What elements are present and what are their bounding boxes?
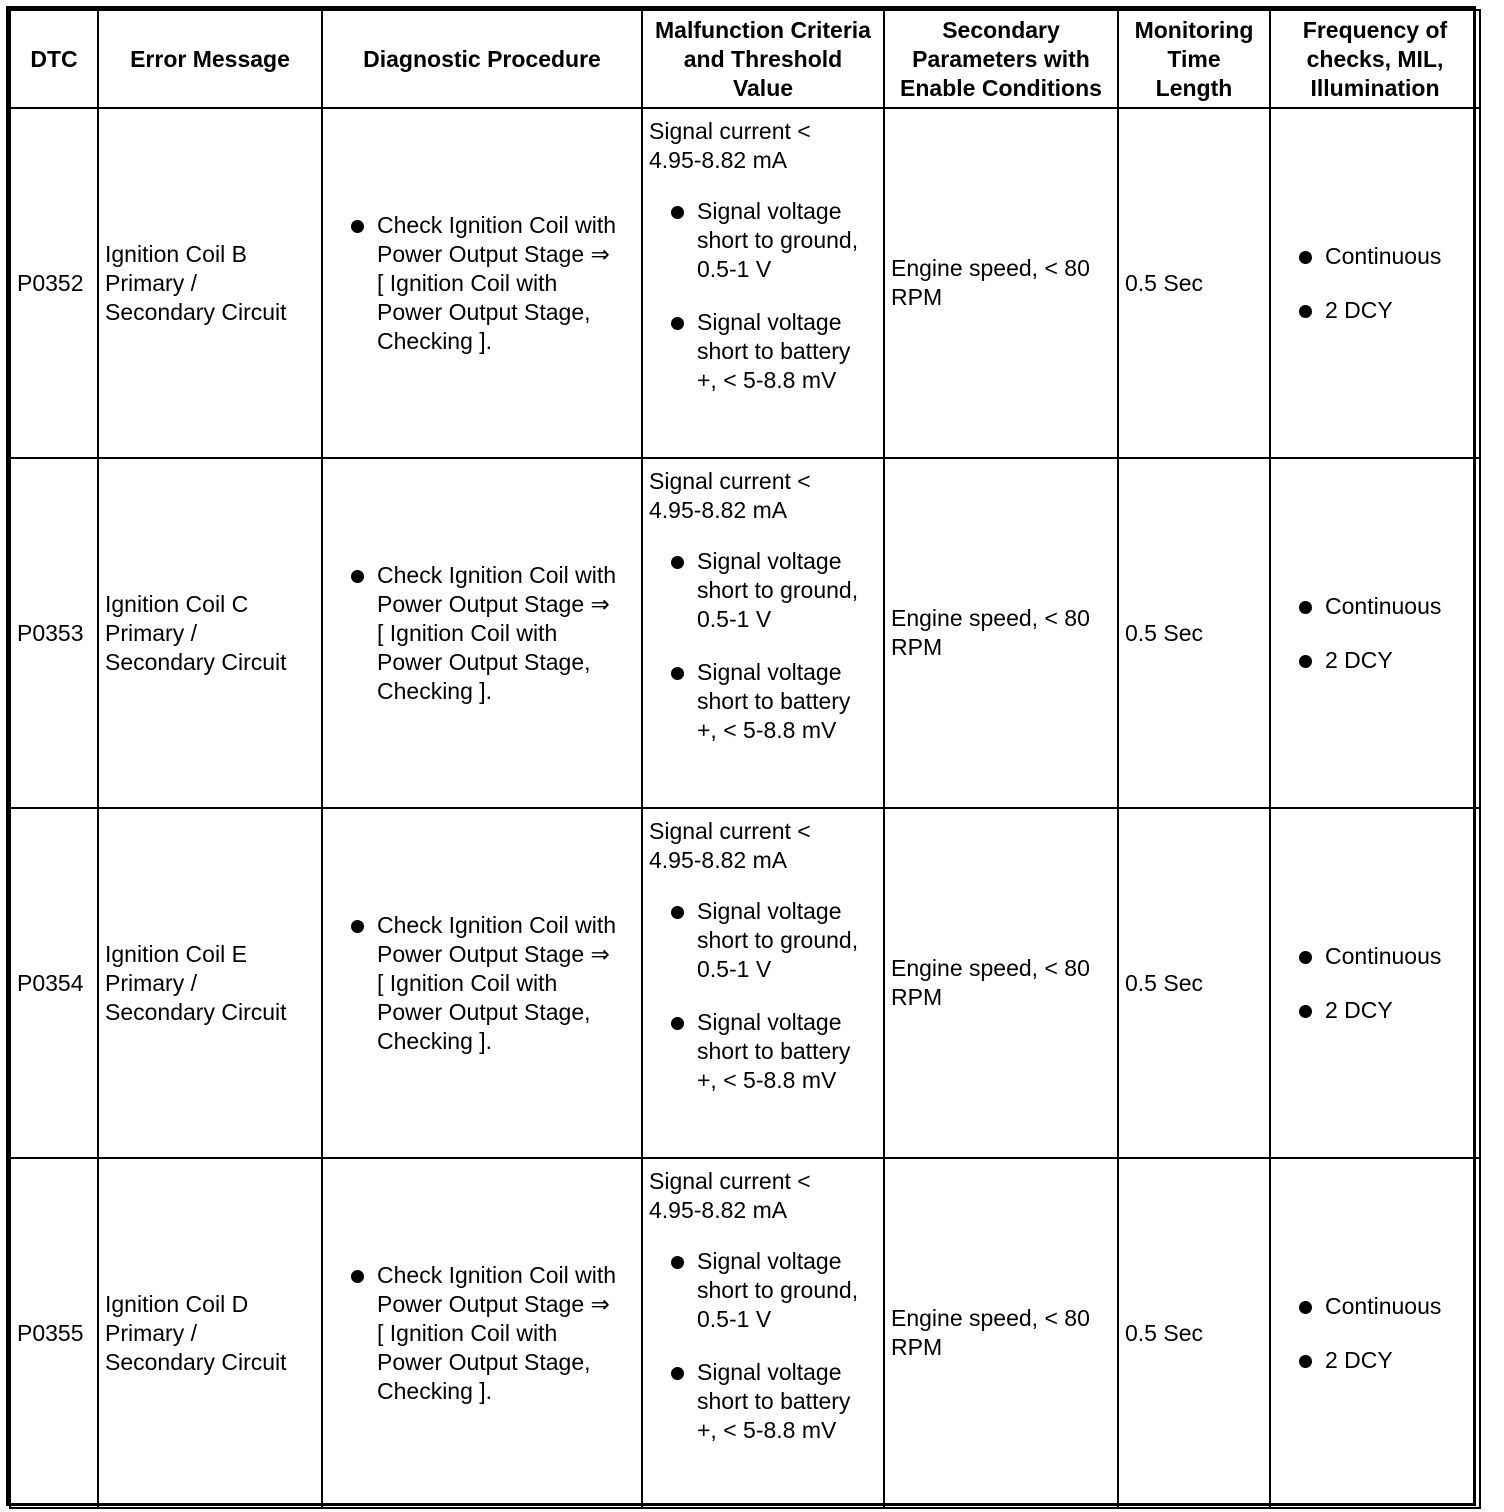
secondary-parameters-cell: [884, 108, 1118, 458]
header-error-message: Error Message: [98, 10, 322, 108]
error-message-line: Primary /: [105, 269, 197, 296]
procedure-list: [329, 561, 635, 706]
secondary-line: RPM: [891, 1334, 943, 1360]
criteria-main-line: 4.95-8.82 mA: [649, 1197, 788, 1223]
table-row: [10, 808, 1480, 1158]
error-message-cell: [98, 808, 322, 1158]
procedure-list-item: [377, 911, 635, 1056]
header-line: checks, MIL,: [1306, 45, 1444, 72]
malfunction-criteria-cell: [642, 458, 884, 808]
criteria-main-line: Signal current <: [649, 468, 811, 494]
header-line: Enable Conditions: [900, 74, 1102, 101]
monitoring-time-cell: [1118, 808, 1270, 1158]
criteria-main-line: 4.95-8.82 mA: [649, 847, 788, 873]
secondary-line: RPM: [891, 634, 943, 660]
secondary-line: RPM: [891, 284, 943, 310]
frequency-cell: [1270, 1158, 1480, 1508]
error-message-line: Secondary Circuit: [105, 298, 287, 325]
header-monitoring-time: [1118, 10, 1270, 108]
procedure-list: [329, 1261, 635, 1406]
procedure-line: Check Ignition Coil with: [377, 561, 617, 588]
header-frequency: [1270, 10, 1480, 108]
malfunction-criteria-cell: [642, 108, 884, 458]
dtc-code: P0354: [17, 969, 84, 996]
secondary-parameters-cell: [884, 458, 1118, 808]
criteria-item-line: Signal voltage: [697, 1359, 842, 1385]
criteria-item-line: Signal voltage: [697, 1248, 842, 1274]
monitoring-time-cell: [1118, 1158, 1270, 1508]
criteria-main-line: Signal current <: [649, 818, 811, 844]
header-diagnostic-procedure: Diagnostic Procedure: [322, 10, 642, 108]
frequency-cell: [1270, 108, 1480, 458]
malfunction-criteria-cell: [642, 1158, 884, 1508]
criteria-main-line: 4.95-8.82 mA: [649, 147, 788, 173]
criteria-item-line: short to battery: [697, 1038, 851, 1064]
procedure-list: [329, 911, 635, 1056]
procedure-line: Power Output Stage ⇒: [377, 1290, 610, 1317]
dtc-code: P0355: [17, 1319, 84, 1346]
dtc-table-sheet: [6, 6, 1476, 1506]
procedure-line: Check Ignition Coil with: [377, 911, 617, 938]
error-message-line: Primary /: [105, 1319, 197, 1346]
criteria-list-item: [697, 308, 877, 395]
criteria-item-line: 0.5-1 V: [697, 1306, 772, 1332]
criteria-item-line: Signal voltage: [697, 659, 842, 685]
header-line: Time: [1167, 45, 1221, 72]
procedure-line: Checking ].: [377, 1377, 493, 1404]
frequency-list-item: Continuous: [1325, 1292, 1473, 1321]
monitoring-time: 0.5 Sec: [1125, 969, 1203, 996]
header-malfunction-criteria: [642, 10, 884, 108]
dtc-code-cell: [10, 458, 98, 808]
frequency-list-item: 2 DCY: [1325, 646, 1473, 675]
diagnostic-procedure-cell: [322, 458, 642, 808]
error-message-line: Secondary Circuit: [105, 1348, 287, 1375]
procedure-line: Power Output Stage,: [377, 1348, 591, 1375]
procedure-list-item: [377, 211, 635, 356]
error-message-line: Ignition Coil B: [105, 240, 247, 267]
criteria-item-line: Signal voltage: [697, 1009, 842, 1035]
header-line: Parameters with: [912, 45, 1090, 72]
secondary-line: Engine speed, < 80: [891, 1305, 1090, 1331]
procedure-line: [ Ignition Coil with: [377, 1319, 558, 1346]
header-line: Illumination: [1310, 74, 1440, 101]
error-message-cell: [98, 1158, 322, 1508]
criteria-item-line: 0.5-1 V: [697, 256, 772, 282]
monitoring-time-cell: [1118, 458, 1270, 808]
criteria-main-line: 4.95-8.82 mA: [649, 497, 788, 523]
procedure-line: Checking ].: [377, 1027, 493, 1054]
header-line: Malfunction Criteria: [655, 16, 871, 43]
dtc-code-cell: [10, 108, 98, 458]
secondary-line: Engine speed, < 80: [891, 605, 1090, 631]
header-row: [10, 10, 1480, 108]
monitoring-time: 0.5 Sec: [1125, 1319, 1203, 1346]
error-message-cell: [98, 108, 322, 458]
frequency-list: [1277, 592, 1473, 675]
criteria-item-line: Signal voltage: [697, 898, 842, 924]
dtc-code: P0352: [17, 269, 84, 296]
frequency-list-item: Continuous: [1325, 942, 1473, 971]
procedure-line: [ Ignition Coil with: [377, 619, 558, 646]
procedure-list-item: [377, 1261, 635, 1406]
error-message-line: Ignition Coil D: [105, 1290, 249, 1317]
procedure-line: Check Ignition Coil with: [377, 1261, 617, 1288]
criteria-list: [649, 897, 877, 1095]
frequency-cell: [1270, 458, 1480, 808]
criteria-list-item: [697, 197, 877, 284]
error-message-cell: [98, 458, 322, 808]
procedure-list: [329, 211, 635, 356]
error-message-line: Primary /: [105, 619, 197, 646]
procedure-line: Power Output Stage,: [377, 648, 591, 675]
header-dtc: DTC: [10, 10, 98, 108]
table-row: [10, 458, 1480, 808]
error-message-line: Primary /: [105, 969, 197, 996]
header-line: Frequency of: [1302, 16, 1448, 43]
diagnostic-procedure-cell: [322, 808, 642, 1158]
criteria-item-line: +, < 5-8.8 mV: [697, 367, 837, 393]
criteria-main-line: Signal current <: [649, 1168, 811, 1194]
criteria-list-item: [697, 897, 877, 984]
header-line: Monitoring: [1134, 16, 1254, 43]
criteria-list-item: [697, 547, 877, 634]
header-line: Value: [732, 74, 794, 101]
criteria-item-line: Signal voltage: [697, 309, 842, 335]
procedure-line: Power Output Stage ⇒: [377, 240, 610, 267]
criteria-item-line: short to ground,: [697, 927, 859, 953]
criteria-item-line: short to ground,: [697, 227, 859, 253]
criteria-item-line: short to battery: [697, 338, 851, 364]
header-line: Secondary: [942, 16, 1060, 43]
diagnostic-procedure-cell: [322, 108, 642, 458]
criteria-list: [649, 547, 877, 745]
criteria-item-line: +, < 5-8.8 mV: [697, 1067, 837, 1093]
procedure-line: [ Ignition Coil with: [377, 269, 558, 296]
header-line: Length: [1155, 74, 1233, 101]
criteria-item-line: +, < 5-8.8 mV: [697, 1417, 837, 1443]
error-message-line: Ignition Coil C: [105, 590, 249, 617]
diagnostic-procedure-cell: [322, 1158, 642, 1508]
procedure-line: Checking ].: [377, 677, 493, 704]
frequency-list: [1277, 242, 1473, 325]
criteria-item-line: Signal voltage: [697, 548, 842, 574]
criteria-item-line: +, < 5-8.8 mV: [697, 717, 837, 743]
frequency-list: [1277, 942, 1473, 1025]
monitoring-time: 0.5 Sec: [1125, 619, 1203, 646]
procedure-list-item: [377, 561, 635, 706]
criteria-list: [649, 197, 877, 395]
frequency-cell: [1270, 808, 1480, 1158]
criteria-item-line: short to ground,: [697, 1277, 859, 1303]
secondary-line: Engine speed, < 80: [891, 255, 1090, 281]
frequency-list-item: 2 DCY: [1325, 1346, 1473, 1375]
table-row: [10, 108, 1480, 458]
dtc-code: P0353: [17, 619, 84, 646]
procedure-line: Check Ignition Coil with: [377, 211, 617, 238]
table-row: [10, 1158, 1480, 1508]
dtc-code-cell: [10, 808, 98, 1158]
criteria-list-item: [697, 1358, 877, 1445]
frequency-list-item: Continuous: [1325, 592, 1473, 621]
frequency-list: [1277, 1292, 1473, 1375]
secondary-line: Engine speed, < 80: [891, 955, 1090, 981]
error-message-line: Ignition Coil E: [105, 940, 247, 967]
criteria-item-line: 0.5-1 V: [697, 606, 772, 632]
criteria-list: [649, 1247, 877, 1445]
dtc-code-cell: [10, 1158, 98, 1508]
secondary-parameters-cell: [884, 1158, 1118, 1508]
error-message-line: Secondary Circuit: [105, 998, 287, 1025]
criteria-item-line: 0.5-1 V: [697, 956, 772, 982]
monitoring-time: 0.5 Sec: [1125, 269, 1203, 296]
secondary-line: RPM: [891, 984, 943, 1010]
procedure-line: Power Output Stage,: [377, 298, 591, 325]
error-message-line: Secondary Circuit: [105, 648, 287, 675]
procedure-line: Power Output Stage ⇒: [377, 590, 610, 617]
procedure-line: Checking ].: [377, 327, 493, 354]
secondary-parameters-cell: [884, 808, 1118, 1158]
criteria-main-line: Signal current <: [649, 118, 811, 144]
procedure-line: [ Ignition Coil with: [377, 969, 558, 996]
criteria-list-item: [697, 658, 877, 745]
frequency-list-item: Continuous: [1325, 242, 1473, 271]
frequency-list-item: 2 DCY: [1325, 296, 1473, 325]
header-secondary-parameters: [884, 10, 1118, 108]
frequency-list-item: 2 DCY: [1325, 996, 1473, 1025]
monitoring-time-cell: [1118, 108, 1270, 458]
procedure-line: Power Output Stage ⇒: [377, 940, 610, 967]
criteria-item-line: short to battery: [697, 688, 851, 714]
criteria-list-item: [697, 1008, 877, 1095]
dtc-table: [9, 9, 1481, 1509]
header-line: and Threshold: [683, 45, 843, 72]
procedure-line: Power Output Stage,: [377, 998, 591, 1025]
malfunction-criteria-cell: [642, 808, 884, 1158]
criteria-list-item: [697, 1247, 877, 1334]
criteria-item-line: short to battery: [697, 1388, 851, 1414]
criteria-item-line: short to ground,: [697, 577, 859, 603]
criteria-item-line: Signal voltage: [697, 198, 842, 224]
